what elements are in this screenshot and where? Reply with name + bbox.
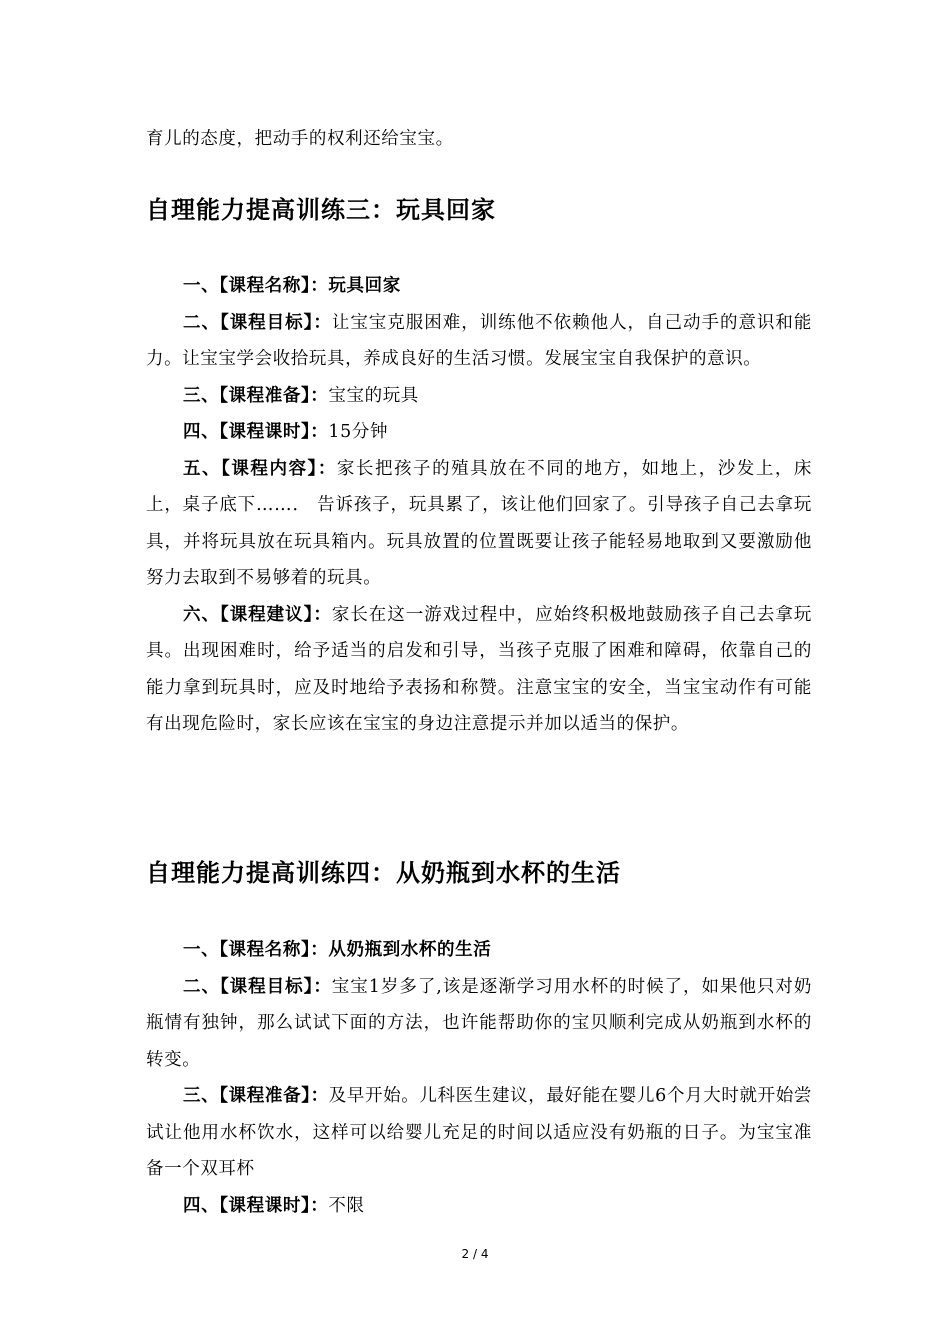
item-text: 家长在这一游戏过程中，应始终积极地鼓励孩子自己去拿玩具。出现困难时，给予适当的启发和引导，当孩子克服了困难和障碍，依靠自己的能力拿到玩具时，应及时地给予表扬和称赞。注意宝宝的安全，当宝宝动作有可能有出现危险时，家长应该在宝宝的身边注意提示并加以适当的保护。	[146, 604, 812, 734]
item-text: 让宝宝克服困难，训练他不依赖他人，自己动手的意识和能力。让宝宝学会收拾玩具，养成良好的生活习惯。发展宝宝自我保护的意识。	[146, 312, 812, 369]
intro-text: 育儿的态度，把动手的权利还给宝宝。	[146, 129, 454, 149]
section3-item-duration	[146, 414, 812, 451]
item-text: 从奶瓶到水杯的生活	[328, 940, 492, 960]
item-label: 二、【课程目标】：	[183, 312, 332, 333]
item-text: 及早开始。儿科医生建议，最好能在婴儿6个月大时就开始尝试让他用水杯饮水，这样可以给婴儿充足的时间以适应没有奶瓶的日子。为宝宝准备一个双耳杯	[146, 1086, 812, 1179]
section3-item-goal	[146, 305, 812, 378]
section4-item-duration	[146, 1188, 812, 1225]
item-text: 宝宝的玩具	[328, 385, 419, 406]
item-text: 15分钟	[328, 422, 389, 442]
section3-item-name	[146, 268, 812, 305]
item-label: 二、【课程目标】：	[183, 976, 332, 997]
section4-item-goal	[146, 969, 812, 1079]
item-text: 不限	[328, 1195, 365, 1216]
item-label: 四、【课程课时】：	[183, 422, 329, 442]
page-number: 2 / 4	[461, 1247, 489, 1261]
item-label: 六、【课程建议】：	[183, 604, 332, 625]
item-label: 一、【课程名称】：	[183, 276, 329, 296]
item-label: 三、【课程准备】：	[183, 1086, 329, 1106]
item-label: 五、【课程内容】：	[183, 458, 337, 479]
intro-paragraph	[146, 121, 812, 158]
item-label: 一、【课程名称】：	[183, 940, 329, 960]
item-text: 家长把孩子的殖具放在不同的地方，如地上，沙发上，床上，桌子底下……． 告诉孩子，玩具累了，该让他们回家了。引导孩子自己去拿玩具，并将玩具放在玩具箱内。玩具放置的位置既要让孩子能轻易地取到又要激励他努力去取到不易够着的玩具。	[146, 458, 813, 588]
section3-item-prep	[146, 378, 812, 415]
item-text: 宝宝1岁多了,该是逐渐学习用水杯的时候了，如果他只对奶瓶情有独钟，那么试试下面的方法，也许能帮助你的宝贝顺利完成从奶瓶到水杯的转变。	[146, 976, 812, 1070]
section4-title: 自理能力提高训练四：从奶瓶到水杯的生活	[146, 859, 621, 887]
section3-title: 自理能力提高训练三：玩具回家	[146, 196, 496, 224]
section4-item-name	[146, 932, 812, 969]
section3-item-advice	[146, 597, 812, 743]
section4-body	[146, 932, 812, 1224]
item-text: 玩具回家	[328, 276, 401, 296]
item-label: 三、【课程准备】：	[183, 385, 329, 406]
section4-item-prep	[146, 1078, 812, 1188]
item-label: 四、【课程课时】：	[183, 1195, 329, 1216]
section3-item-content	[146, 451, 812, 597]
section3-body	[146, 268, 812, 743]
